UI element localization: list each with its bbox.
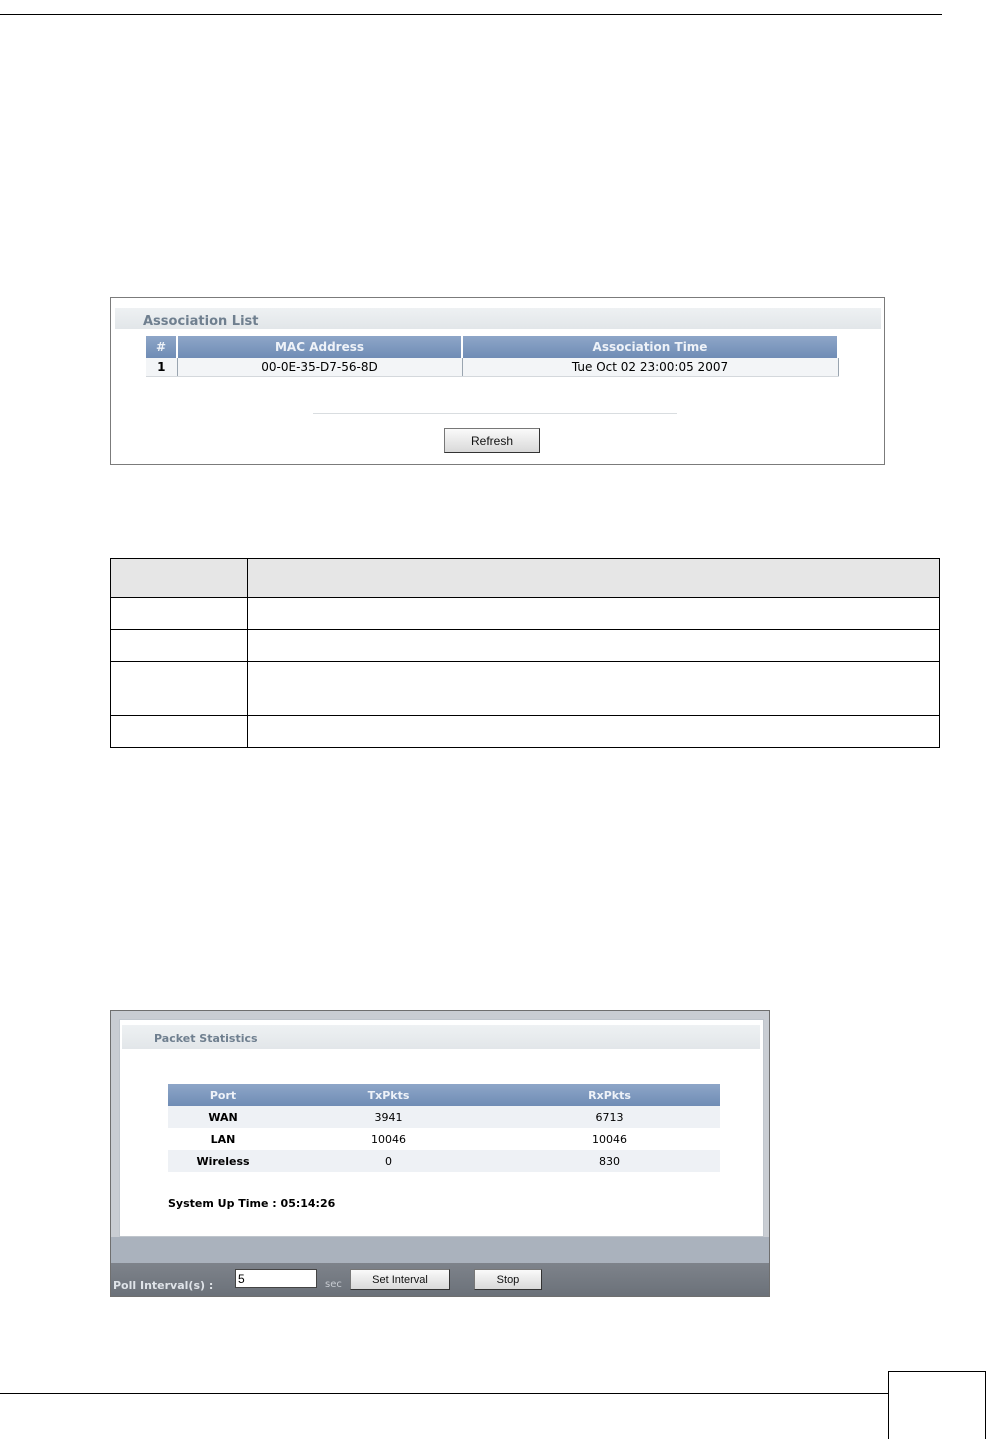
packet-statistics-panel — [119, 1019, 764, 1237]
association-list-title: Association List — [143, 314, 259, 329]
column-header-port: Port — [168, 1084, 278, 1106]
row-label — [111, 662, 248, 716]
poll-interval-bar — [111, 1263, 770, 1297]
row-mac-address: 00-0E-35-D7-56-8D — [177, 358, 462, 377]
table-header-row — [168, 1084, 720, 1106]
separator-line — [313, 413, 677, 414]
row-port: WAN — [168, 1106, 278, 1128]
column-header-mac: MAC Address — [177, 336, 462, 358]
description-table — [110, 558, 940, 748]
row-port: LAN — [210, 1132, 236, 1146]
column-header-time: Association Time — [462, 336, 838, 358]
packet-table — [168, 1084, 720, 1172]
row-txpkts: 10046 — [371, 1132, 406, 1146]
table-row — [111, 716, 940, 748]
poll-interval-input[interactable] — [235, 1269, 317, 1288]
sec-label: sec — [325, 1279, 342, 1290]
column-header-index: # — [146, 336, 177, 358]
header-cell-description — [248, 559, 940, 598]
table-row — [111, 598, 940, 630]
row-index: 1 — [146, 358, 177, 377]
row-description — [248, 662, 940, 716]
table-row — [168, 1106, 720, 1128]
system-up-time: System Up Time : 05:14:26 — [168, 1197, 336, 1210]
association-table — [146, 336, 839, 377]
poll-interval-label: Poll Interval(s) : — [113, 1279, 214, 1292]
row-rxpkts: 10046 — [592, 1132, 627, 1146]
packet-statistics-title: Packet Statistics — [154, 1032, 258, 1045]
row-label — [111, 716, 248, 748]
row-txpkts: 3941 — [278, 1106, 499, 1128]
description-table-header — [111, 559, 940, 598]
row-rxpkts: 830 — [499, 1150, 720, 1172]
footer-rule — [0, 1393, 888, 1394]
association-list-screenshot — [110, 297, 885, 465]
table-row — [146, 358, 838, 377]
stop-button[interactable]: Stop — [474, 1269, 542, 1290]
panel-footer-band — [111, 1237, 770, 1263]
row-description — [248, 598, 940, 630]
header-rule — [0, 14, 942, 15]
page-number-box — [888, 1371, 986, 1439]
row-txpkts: 0 — [278, 1150, 499, 1172]
table-row — [111, 630, 940, 662]
set-interval-button[interactable]: Set Interval — [350, 1269, 450, 1290]
table-header-row — [146, 336, 838, 358]
header-cell-label — [111, 559, 248, 598]
row-label — [111, 598, 248, 630]
table-row — [111, 662, 940, 716]
table-row — [168, 1128, 720, 1150]
table-row — [168, 1150, 720, 1172]
row-association-time: Tue Oct 02 23:00:05 2007 — [462, 358, 838, 377]
row-rxpkts: 6713 — [499, 1106, 720, 1128]
column-header-rxpkts: RxPkts — [499, 1084, 720, 1106]
row-description — [248, 716, 940, 748]
packet-statistics-screenshot — [110, 1010, 770, 1297]
column-header-txpkts: TxPkts — [278, 1084, 499, 1106]
row-label — [111, 630, 248, 662]
refresh-button[interactable]: Refresh — [444, 428, 540, 453]
row-description — [248, 630, 940, 662]
row-port: Wireless — [168, 1150, 278, 1172]
